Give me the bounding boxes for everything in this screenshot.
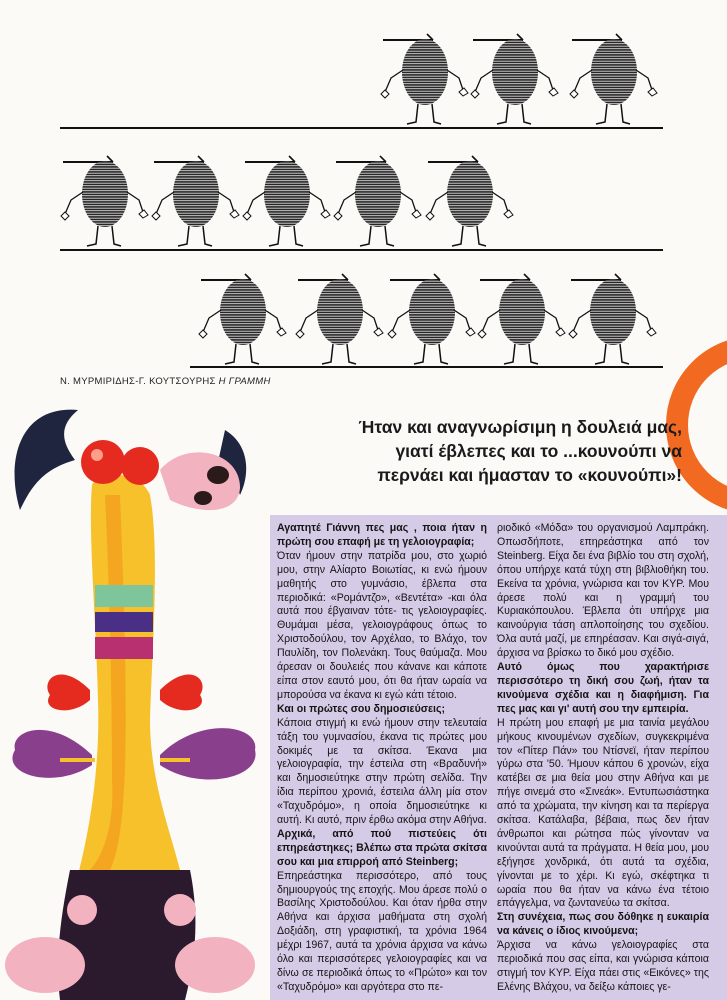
cartoon-figure <box>478 274 565 364</box>
answer: Κάποια στιγμή κι ενώ ήμουν στην τελευταία τάξη του γυμνασίου, έκανα τις πρώτες μου δοκιμές με τα σκίτσα. Έκανα μια γελοιογραφία, την έστειλα στη «Βραδυνή» και δημοσιεύτηκε στην πρώτη σελίδα. Την ίδια περίπου χρονιά, έστειλα άλλη μία στον «Ταχυδρόμο», η οποία δημοσιεύτηκε κι αυτή. Κι αυτό, πριν έρθω ακόμα στην Αθήνα. <box>277 716 487 827</box>
pull-quote <box>290 415 682 487</box>
pull-quote-line: γιατί έβλεπες και το ...κουνούπι να <box>395 441 682 461</box>
cartoon-figure <box>426 156 513 246</box>
answer: Όταν ήμουν στην πατρίδα μου, στο χωριό μου, στην Αλίαρτο Βοιωτίας, κι ενώ ήμουν μαθητής στο γυμνάσιο, έβλεπα στα περιοδικά: «Ρομάντζο», «Βεντέτα» -και όλα αυτά που έβγαιναν τότε- τις γελοιογραφίες. Θυμάμαι μέσα, γελοιογράφους όπως το Χριστοδούλου, τον Αρχέλαο, το Βλάχο, τον Παυλίδη, τον Πολενάκη. Τους θαύμαζα. Μου άρεσαν οι δουλειές που κάνανε και κάποτε είπα στον εαυτό μου, ότι θα ήταν ωραία να μπορούσα να έκανα κι εγώ κάτι τέτοιο. <box>277 549 487 701</box>
pull-quote-line: περνάει και ήμασταν το «κουνούπι»! <box>377 465 682 485</box>
comic-caption <box>60 376 271 387</box>
answer: Άρχισα να κάνω γελοιογραφίες στα περιοδικά που σας είπα, και γνώρισα κάποια στιγμή τον ΚΥΡ. Είχα πάει στις «Εικόνες» της Ελένης Βλάχου, να δείξω κάποιες γε- <box>497 939 709 993</box>
cartoon-figure <box>334 156 421 246</box>
sculpture-photo <box>0 400 275 1000</box>
interview-column-1 <box>277 522 487 995</box>
comic-strip <box>0 0 727 380</box>
cartoon-figure <box>388 274 475 364</box>
question: Αγαπητέ Γιάννη πες μας , ποια ήταν η πρώτη σου επαφή με τη γελοιογραφία; <box>277 522 487 548</box>
pull-quote-line: Ήταν και αναγνωρίσιμη η δουλειά μας, <box>358 417 682 437</box>
cartoon-figure <box>152 156 239 246</box>
cartoon-figure <box>569 274 656 364</box>
answer: ριοδικό «Μόδα» του οργανισμού Λαμπράκη. Οπωσδήποτε, επηρεάστηκα από τον Steinberg. Είχα δει ένα βιβλίο του στη σχολή, όπου υπήρχε κατά τύχη στη βιβλιοθήκη του. Εκείνα τα χρόνια, γνώρισα και τον ΚΥΡ. Μου άρεσε πολύ και η γραμμή του Κυριακόπουλου. Έβλεπα ότι υπήρχε μια καινούργια τάση απλοποίησης του σχεδίου. Όλα αυτά μαζί, με επηρέασαν. Και σιγά-σιγά, άρχισα να βρίσκω το δικό μου σχέδιο. <box>497 522 709 660</box>
cartoon-figure <box>199 274 286 364</box>
cartoon-figure <box>570 34 657 124</box>
answer: Η πρώτη μου επαφή με μια ταινία μεγάλου μήκους κινουμένων σχεδίων, συγκεκριμένα τον «Πίτερ Πάν» του Ντίσνεϊ, ήταν περίπου γύρω στα '50. Ήμουν κάπου 6 χρονών, είχα κατέβει σε μια θεία μου στην Αθήνα και με πήγε σινεμά στο «Σινεάκ». Εντυπωσιάστηκα από τα χρώματα, την κίνηση και τα περίεργα σκίτσα. Κατάλαβα, βέβαια, πως δεν ήταν άνθρωποι και ρώτησα πώς γίνονταν να κινούνται αυτά τα πράγματα. Η θεία μου, μου εξήγησε χονδρικά, ότι αυτά τα σχέδια, γίνονται με το χέρι. Κι εγώ, σκέφτηκα τι ωραία που θα ήταν να κάνω ένα τέτοιο επάγγελμα, να ζωντανεύω τα σκίτσα. <box>497 716 709 910</box>
cartoon-figure <box>471 34 558 124</box>
question: Αυτό όμως που χαρακτήρισε περισσότερο τη δική σου ζωή, ήταν τα κινούμενα σχέδια και η διαφήμιση. Για πες μας και γι' αυτή σου την εμπειρία. <box>497 661 709 715</box>
cartoon-figure <box>296 274 383 364</box>
question: Στη συνέχεια, πως σου δόθηκε η ευκαιρία να κάνεις ο ίδιος κινούμενα; <box>497 911 709 938</box>
cartoon-figure <box>381 34 468 124</box>
cartoon-figure <box>243 156 330 246</box>
caption-title: Η ΓΡΑΜΜΗ <box>218 376 271 387</box>
answer: Επηρεάστηκα περισσότερο, από τους δημιουργούς της εποχής. Μου άρεσε πολύ ο Βασίλης Χριστοδούλου. Και όταν ήρθα στην Αθήνα και άρχισα μαθήματα στη σχολή Δοξιάδη, στη γραφιστική, τα χρόνια 1964 μέχρι 1967, αυτά τα χρόνια άρχισα να κάνω όλο και περισσότερες γελοιογραφίες και να δίνω σε περιοδικά όπως το «Πρώτο» και τον «Ταχυδρόμο» και αργότερα στο πε- <box>277 869 487 993</box>
question: Και οι πρώτες σου δημοσιεύσεις; <box>277 702 446 715</box>
cartoon-figure <box>61 156 148 246</box>
interview-column-2 <box>497 522 709 995</box>
question: Αρχικά, από πού πιστεύεις ότι επηρεάστηκες; Βλέπω στα πρώτα σκίτσα σου και μια επιρροή από Steinberg; <box>277 827 487 868</box>
caption-authors: Ν. ΜΥΡΜΙΡΙΔΗΣ-Γ. ΚΟΥΤΣΟΥΡΗΣ <box>60 376 216 387</box>
